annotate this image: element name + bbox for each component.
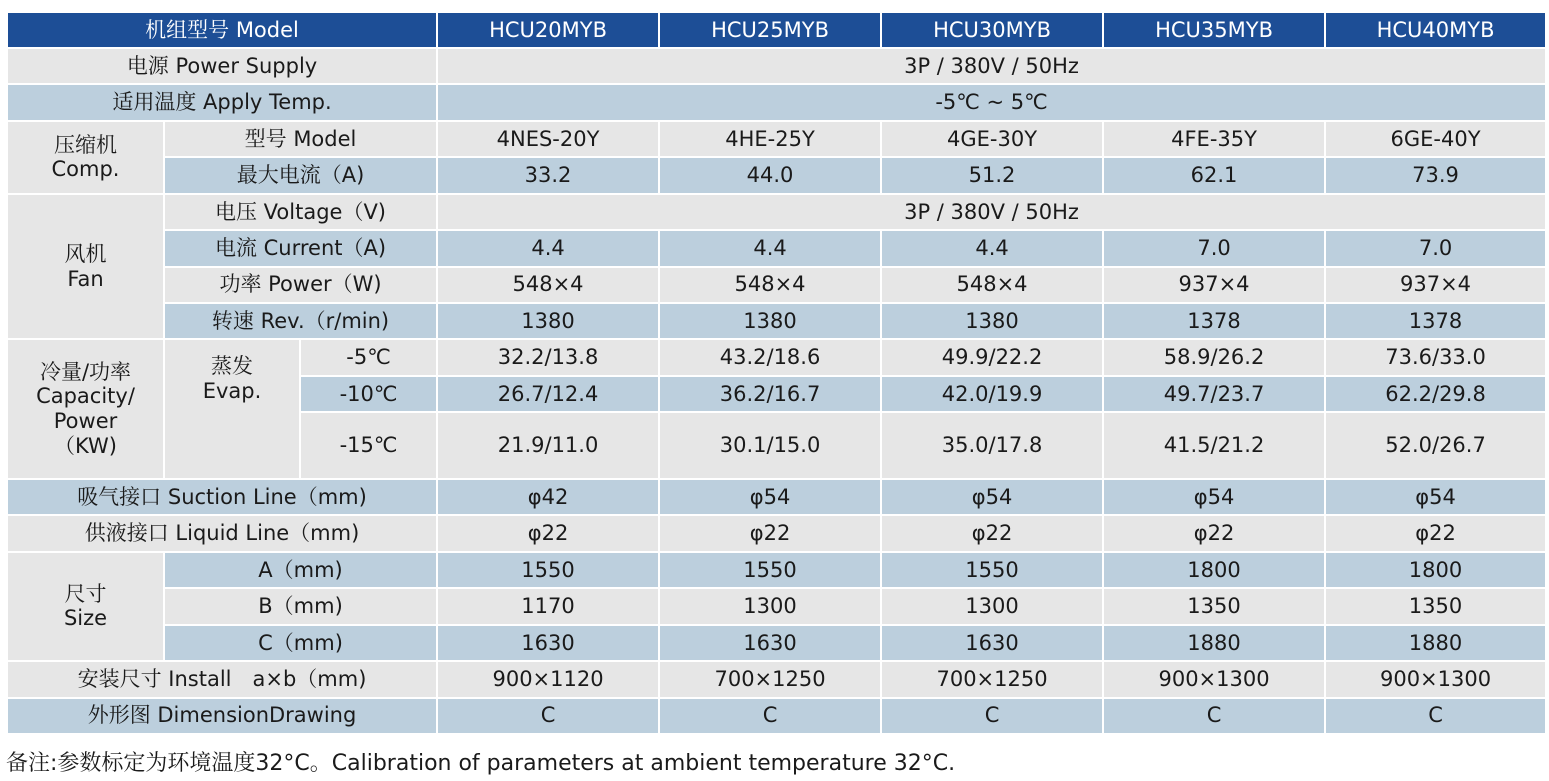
size-group-label: 尺寸 Size xyxy=(7,552,164,661)
table-cell: 6GE-40Y xyxy=(1325,121,1546,157)
capacity-group-label: 冷量/功率 Capacity/ Power （KW) xyxy=(7,339,164,479)
table-cell: φ22 xyxy=(437,515,659,551)
table-cell: 7.0 xyxy=(1103,230,1325,266)
table-cell: 36.2/16.7 xyxy=(659,376,881,412)
evap-temp-label: -10℃ xyxy=(300,376,437,412)
table-cell: 21.9/11.0 xyxy=(437,412,659,479)
row-label: 电压 Voltage（V) xyxy=(164,194,437,230)
table-cell: 62.1 xyxy=(1103,157,1325,193)
drawing-row xyxy=(7,698,1546,734)
table-cell: 33.2 xyxy=(437,157,659,193)
table-cell: φ22 xyxy=(1325,515,1546,551)
row-label: A（mm) xyxy=(164,552,437,588)
table-cell: 1170 xyxy=(437,588,659,624)
size-row xyxy=(7,625,1546,661)
model-name: HCU25MYB xyxy=(659,12,881,48)
table-cell: 7.0 xyxy=(1325,230,1546,266)
table-cell: 1800 xyxy=(1103,552,1325,588)
table-cell: 49.9/22.2 xyxy=(881,339,1103,375)
model-header-label: 机组型号 Model xyxy=(7,12,437,48)
table-cell: 4FE-35Y xyxy=(1103,121,1325,157)
row-label: 转速 Rev.（r/min) xyxy=(164,303,437,339)
header-row xyxy=(7,12,1546,48)
compressor-current-row xyxy=(7,157,1546,193)
table-cell: 4GE-30Y xyxy=(881,121,1103,157)
table-cell: 4NES-20Y xyxy=(437,121,659,157)
table-cell: 41.5/21.2 xyxy=(1103,412,1325,479)
table-cell: 26.7/12.4 xyxy=(437,376,659,412)
power-supply-value: 3P / 380V / 50Hz xyxy=(437,48,1546,84)
size-row xyxy=(7,588,1546,624)
liquid-row xyxy=(7,515,1546,551)
evap-label: 蒸发 Evap. xyxy=(164,339,300,479)
row-label: B（mm) xyxy=(164,588,437,624)
table-cell: φ22 xyxy=(881,515,1103,551)
table-cell: 1378 xyxy=(1103,303,1325,339)
table-cell: 937×4 xyxy=(1325,267,1546,303)
table-cell: 1380 xyxy=(437,303,659,339)
table-cell: φ22 xyxy=(659,515,881,551)
fan-current-row xyxy=(7,230,1546,266)
suction-row xyxy=(7,479,1546,515)
table-cell: 43.2/18.6 xyxy=(659,339,881,375)
table-cell: φ54 xyxy=(1325,479,1546,515)
table-cell: 900×1300 xyxy=(1325,661,1546,697)
table-cell: 44.0 xyxy=(659,157,881,193)
table-cell: 1550 xyxy=(881,552,1103,588)
table-cell: 32.2/13.8 xyxy=(437,339,659,375)
table-cell: 62.2/29.8 xyxy=(1325,376,1546,412)
row-label: 外形图 DimensionDrawing xyxy=(7,698,437,734)
compressor-group-label: 压缩机 Comp. xyxy=(7,121,164,194)
evap-temp-label: -15℃ xyxy=(300,412,437,479)
table-cell: φ54 xyxy=(881,479,1103,515)
size-row xyxy=(7,552,1546,588)
table-cell: 548×4 xyxy=(437,267,659,303)
row-label: 供液接口 Liquid Line（mm) xyxy=(7,515,437,551)
fan-voltage-value: 3P / 380V / 50Hz xyxy=(437,194,1546,230)
table-cell: C xyxy=(881,698,1103,734)
table-cell: C xyxy=(1325,698,1546,734)
row-label: 电源 Power Supply xyxy=(7,48,437,84)
table-cell: 1350 xyxy=(1325,588,1546,624)
table-cell: 700×1250 xyxy=(659,661,881,697)
footnote: 备注:参数标定为环境温度32°C。Calibration of parameters at ambient temperature 32°C. xyxy=(6,751,956,776)
table-cell: 1800 xyxy=(1325,552,1546,588)
row-label: 最大电流（A) xyxy=(164,157,437,193)
fan-power-row xyxy=(7,267,1546,303)
row-label: 适用温度 Apply Temp. xyxy=(7,84,437,120)
model-name: HCU30MYB xyxy=(881,12,1103,48)
table-cell: 4HE-25Y xyxy=(659,121,881,157)
table-cell: 1350 xyxy=(1103,588,1325,624)
table-cell: 937×4 xyxy=(1103,267,1325,303)
apply-temp-value: -5℃ ~ 5℃ xyxy=(437,84,1546,120)
table-cell: 51.2 xyxy=(881,157,1103,193)
table-cell: φ54 xyxy=(659,479,881,515)
table-cell: 1300 xyxy=(881,588,1103,624)
table-cell: 900×1120 xyxy=(437,661,659,697)
row-label: 安装尺寸 Install a×b（mm) xyxy=(7,661,437,697)
table-cell: 35.0/17.8 xyxy=(881,412,1103,479)
power-supply-row xyxy=(7,48,1546,84)
compressor-model-row xyxy=(7,121,1546,157)
capacity-row xyxy=(7,339,1546,375)
apply-temp-row xyxy=(7,84,1546,120)
table-cell: φ54 xyxy=(1103,479,1325,515)
table-cell: 1550 xyxy=(437,552,659,588)
fan-voltage-row xyxy=(7,194,1546,230)
table-cell: 73.6/33.0 xyxy=(1325,339,1546,375)
row-label: 型号 Model xyxy=(164,121,437,157)
fan-rev-row xyxy=(7,303,1546,339)
table-cell: 58.9/26.2 xyxy=(1103,339,1325,375)
table-cell: 1630 xyxy=(881,625,1103,661)
table-cell: 52.0/26.7 xyxy=(1325,412,1546,479)
table-cell: φ22 xyxy=(1103,515,1325,551)
spec-table xyxy=(6,11,1547,735)
row-label: 吸气接口 Suction Line（mm) xyxy=(7,479,437,515)
table-cell: C xyxy=(437,698,659,734)
evap-temp-label: -5℃ xyxy=(300,339,437,375)
model-name: HCU20MYB xyxy=(437,12,659,48)
table-cell: φ42 xyxy=(437,479,659,515)
model-name: HCU35MYB xyxy=(1103,12,1325,48)
table-cell: 1880 xyxy=(1103,625,1325,661)
table-cell: 1378 xyxy=(1325,303,1546,339)
table-cell: 4.4 xyxy=(659,230,881,266)
table-cell: C xyxy=(659,698,881,734)
table-cell: 1380 xyxy=(659,303,881,339)
fan-group-label: 风机 Fan xyxy=(7,194,164,340)
model-name: HCU40MYB xyxy=(1325,12,1546,48)
table-cell: 1380 xyxy=(881,303,1103,339)
table-cell: 4.4 xyxy=(437,230,659,266)
table-cell: 49.7/23.7 xyxy=(1103,376,1325,412)
table-cell: 42.0/19.9 xyxy=(881,376,1103,412)
table-cell: 4.4 xyxy=(881,230,1103,266)
table-cell: 548×4 xyxy=(659,267,881,303)
row-label: C（mm) xyxy=(164,625,437,661)
table-cell: 548×4 xyxy=(881,267,1103,303)
row-label: 功率 Power（W) xyxy=(164,267,437,303)
install-row xyxy=(7,661,1546,697)
table-cell: 1300 xyxy=(659,588,881,624)
table-cell: 1630 xyxy=(659,625,881,661)
table-cell: 1550 xyxy=(659,552,881,588)
table-cell: 1630 xyxy=(437,625,659,661)
table-cell: 30.1/15.0 xyxy=(659,412,881,479)
table-cell: C xyxy=(1103,698,1325,734)
table-cell: 1880 xyxy=(1325,625,1546,661)
table-cell: 700×1250 xyxy=(881,661,1103,697)
table-cell: 73.9 xyxy=(1325,157,1546,193)
table-cell: 900×1300 xyxy=(1103,661,1325,697)
row-label: 电流 Current（A) xyxy=(164,230,437,266)
